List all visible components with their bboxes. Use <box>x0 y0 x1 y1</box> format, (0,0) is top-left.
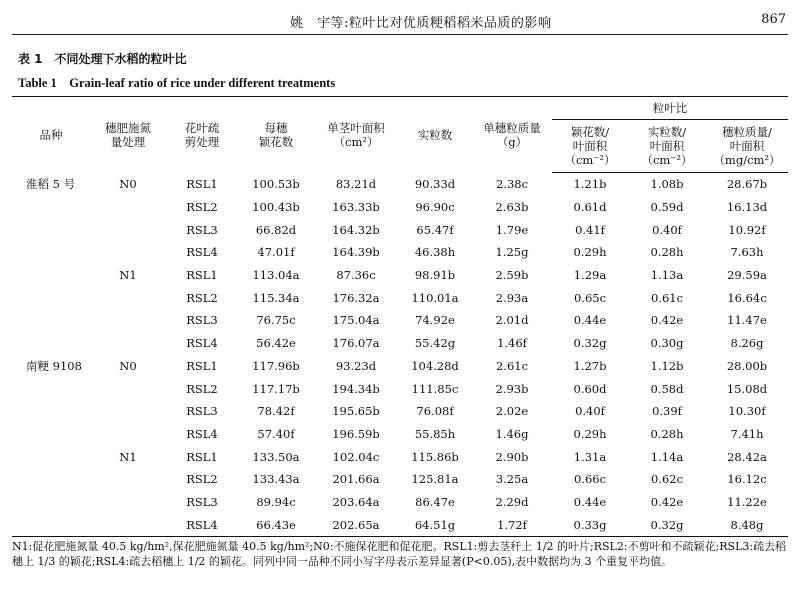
table-caption-zh: 表 1 不同处理下水稻的粒叶比 <box>18 52 187 66</box>
table-cell: 55.85h <box>414 426 456 441</box>
table-cell: 111.85c <box>411 381 459 396</box>
col-header: 每穗 颖花数 <box>238 97 314 173</box>
table-cell: 89.94c <box>256 494 296 509</box>
table-cell <box>12 400 90 423</box>
grain-leaf-ratio-table <box>12 96 788 537</box>
table-cell <box>12 309 90 332</box>
table-cell: 15.08d <box>726 381 768 396</box>
table-cell: 1.79e <box>495 222 529 237</box>
table-cell: 1.21b <box>573 177 607 192</box>
table-cell: 0.32g <box>628 513 706 536</box>
table-cell: 47.01f <box>257 245 295 260</box>
group-header: 粒叶比 <box>552 97 788 120</box>
col-header: 花叶疏 剪处理 <box>166 97 238 173</box>
table-cell: 0.65c <box>573 290 607 305</box>
table-cell: 133.50a <box>252 449 300 464</box>
table-cell: 0.39f <box>652 404 682 419</box>
table-cell: 64.51g <box>398 513 472 536</box>
table-cell: 164.32b <box>332 222 380 237</box>
table-cell: 0.61c <box>650 290 684 305</box>
table-cell: RSL3 <box>186 494 218 509</box>
table-cell: 87.36c <box>336 268 376 283</box>
table-cell: RSL3 <box>186 313 218 328</box>
table-cell: RSL1 <box>186 358 218 373</box>
table-cell: 202.65a <box>314 513 398 536</box>
table-cell: 0.30g <box>650 336 684 351</box>
table-cell <box>90 196 166 219</box>
col-header: 颖花数/ 叶面积 （cm⁻²） <box>552 120 628 173</box>
table-cell <box>12 332 90 355</box>
table-cell: 0.28h <box>650 245 684 260</box>
table-cell: RSL4 <box>186 336 218 351</box>
running-header <box>0 10 800 32</box>
table-cell: 203.64a <box>332 494 380 509</box>
table-row <box>12 332 788 355</box>
table-cell: 201.66a <box>332 472 380 487</box>
table-row <box>12 491 788 514</box>
table-cell: 176.32a <box>332 290 380 305</box>
col-header: 品种 <box>12 97 90 173</box>
table-cell: 1.12b <box>650 358 684 373</box>
table-cell: 2.01d <box>495 313 529 328</box>
table-row <box>12 241 788 264</box>
table-cell: 8.26g <box>730 336 764 351</box>
table-cell: 66.43e <box>238 513 314 536</box>
table-cell: 8.48g <box>706 513 788 536</box>
table-row <box>12 513 788 536</box>
table-cell: 16.13d <box>726 200 768 215</box>
table-cell: RSL4 <box>186 245 218 260</box>
table-cell: 133.43a <box>252 472 300 487</box>
table-cell: 2.38c <box>495 177 529 192</box>
table-cell: 1.14a <box>650 449 684 464</box>
table-cell <box>90 218 166 241</box>
table-cell: 1.46f <box>497 336 527 351</box>
table-cell: 113.04a <box>252 268 300 283</box>
table-cell: 117.17b <box>252 381 300 396</box>
table-cell <box>12 491 90 514</box>
table-cell: 194.34b <box>332 381 380 396</box>
table-cell: RSL4 <box>186 426 218 441</box>
table-cell: 10.92f <box>728 222 766 237</box>
table-row <box>12 286 788 309</box>
table-cell <box>12 241 90 264</box>
table-cell: 98.91b <box>414 268 456 283</box>
table-row <box>12 355 788 378</box>
table-cell: 0.41f <box>575 222 605 237</box>
table-cell: 11.47e <box>727 313 767 328</box>
table-cell <box>12 286 90 309</box>
table-cell: 76.08f <box>416 404 454 419</box>
table-cell: RSL3 <box>186 404 218 419</box>
table-cell: 0.62c <box>650 472 684 487</box>
table-cell <box>90 400 166 423</box>
table-cell: 1.31a <box>573 449 607 464</box>
table-cell <box>12 423 90 446</box>
table-cell: 46.38h <box>414 245 456 260</box>
header-rule <box>12 34 788 35</box>
table-cell: N1 <box>119 268 137 283</box>
table-cell: 78.42f <box>257 404 295 419</box>
table-row <box>12 264 788 287</box>
table-row <box>12 218 788 241</box>
table-cell: 10.30f <box>728 404 766 419</box>
table-cell: 0.42e <box>650 313 684 328</box>
table-cell: 0.44e <box>573 313 607 328</box>
col-header: 单穗粒质量 （g） <box>472 97 552 173</box>
table-cell <box>90 332 166 355</box>
table-cell: RSL2 <box>186 200 218 215</box>
table-cell: 2.63b <box>495 200 529 215</box>
table-cell: 195.65b <box>332 404 380 419</box>
col-header: 穗肥施氮 量处理 <box>90 97 166 173</box>
table-row <box>12 423 788 446</box>
table-cell: 90.33d <box>414 177 456 192</box>
table-cell: N0 <box>119 358 137 373</box>
table-cell: 28.00b <box>726 358 768 373</box>
table-cell: 1.13a <box>650 268 684 283</box>
table-cell: 93.23d <box>335 358 377 373</box>
table-cell <box>12 513 90 536</box>
table-cell: 7.63h <box>730 245 764 260</box>
table-row <box>12 196 788 219</box>
table-cell: 3.25a <box>495 472 529 487</box>
table-cell: 1.25g <box>495 245 529 260</box>
table-cell: 0.60d <box>573 381 607 396</box>
table-cell: 0.32g <box>573 336 607 351</box>
col-header: 实粒数 <box>398 97 472 173</box>
table-cell: 2.59b <box>495 268 529 283</box>
table-cell: 1.27b <box>573 358 607 373</box>
table-cell: 2.93a <box>495 290 529 305</box>
table-cell: 0.59d <box>650 200 684 215</box>
table-cell: RSL2 <box>186 472 218 487</box>
table-cell: 0.33g <box>552 513 628 536</box>
table-cell <box>90 513 166 536</box>
table-footnote: N1:促花肥施氮量 40.5 kg/hm²,保花肥施氮量 40.5 kg/hm²;N0:不施保花肥和促花肥。RSL1:剪去茎秆上 1/2 的叶片;RSL2:不剪叶和不疏颖花;RSL3:疏去稻穗上 1/3 的颖花;RSL4:疏去稻穗上 1/2 的颖花。同列中同一品种不同小写字母表示差异显著(P<0.05),表中数据均为 3 个重复平均值。 <box>12 540 787 568</box>
table-cell: 100.53b <box>252 177 300 192</box>
table-cell: 2.90b <box>495 449 529 464</box>
table-row <box>12 173 788 196</box>
table-row <box>12 468 788 491</box>
table-cell: 125.81a <box>411 472 459 487</box>
table-cell: RSL1 <box>186 268 218 283</box>
table-cell: 76.75c <box>256 313 296 328</box>
table-cell: N1 <box>119 449 137 464</box>
table-cell <box>90 309 166 332</box>
table-cell: 74.92e <box>415 313 455 328</box>
table-row <box>12 445 788 468</box>
table-cell: 1.29a <box>573 268 607 283</box>
table-cell: 55.42g <box>414 336 456 351</box>
table-cell: RSL2 <box>186 290 218 305</box>
table-cell: 2.02e <box>495 404 529 419</box>
table-cell: 1.46g <box>495 426 529 441</box>
col-header: 实粒数/ 叶面积 （cm⁻²） <box>628 120 706 173</box>
table-cell: 83.21d <box>335 177 377 192</box>
table-cell: 57.40f <box>257 426 295 441</box>
table-cell <box>90 468 166 491</box>
table-body <box>12 173 788 537</box>
table-cell <box>90 377 166 400</box>
table-cell: 16.64c <box>727 290 767 305</box>
table-cell <box>90 286 166 309</box>
table-cell: RSL1 <box>186 449 218 464</box>
table-cell: 102.04c <box>332 449 380 464</box>
table-cell: 0.40f <box>652 222 682 237</box>
table-cell <box>12 445 90 468</box>
table-cell: 110.01a <box>411 290 459 305</box>
table-cell: 117.96b <box>252 358 300 373</box>
table-cell: 104.28d <box>411 358 459 373</box>
table-cell <box>90 491 166 514</box>
table-cell: 淮稻 5 号 <box>26 177 76 192</box>
table-cell: 16.12c <box>727 472 767 487</box>
table-cell: 0.58d <box>650 381 684 396</box>
table-cell: 176.07a <box>332 336 380 351</box>
table-cell: 2.93b <box>495 381 529 396</box>
table-cell: 29.59a <box>727 268 767 283</box>
table-cell: 164.39b <box>332 245 380 260</box>
col-header: 穗粒质量/ 叶面积 （mg/cm²） <box>706 120 788 173</box>
table-cell: 86.47e <box>415 494 455 509</box>
table-cell: 28.67b <box>726 177 768 192</box>
table-cell: 1.72f <box>472 513 552 536</box>
table-cell: 11.22e <box>727 494 767 509</box>
page-number: 867 <box>761 12 786 27</box>
table-cell: RSL3 <box>186 222 218 237</box>
table-row <box>12 377 788 400</box>
table-cell: 0.42e <box>650 494 684 509</box>
table-cell <box>12 218 90 241</box>
table-cell <box>12 196 90 219</box>
table-cell <box>12 377 90 400</box>
table-cell: 196.59b <box>332 426 380 441</box>
table-cell: 28.42a <box>727 449 767 464</box>
table-cell: RSL1 <box>186 177 218 192</box>
table-cell: 163.33b <box>332 200 380 215</box>
table-cell <box>12 468 90 491</box>
table-cell: N0 <box>119 177 137 192</box>
table-cell: 96.90c <box>415 200 455 215</box>
table-cell: 175.04a <box>332 313 380 328</box>
table-cell: 100.43b <box>252 200 300 215</box>
table-cell: 0.66c <box>573 472 607 487</box>
table-cell: 2.61c <box>495 358 529 373</box>
table-cell: RSL2 <box>186 381 218 396</box>
col-header: 单茎叶面积 （cm²） <box>314 97 398 173</box>
running-title: 姚 宇等:粒叶比对优质粳稻稻米品质的影响 <box>290 16 552 31</box>
table-cell <box>12 264 90 287</box>
table-row <box>12 309 788 332</box>
table-cell: 0.28h <box>650 426 684 441</box>
table-cell: RSL4 <box>166 513 238 536</box>
table-cell: 56.42e <box>256 336 296 351</box>
table-cell: 0.29h <box>573 426 607 441</box>
table-cell: 0.44e <box>573 494 607 509</box>
table-cell: 65.47f <box>416 222 454 237</box>
table-cell: 66.82d <box>255 222 297 237</box>
table-cell: 0.61d <box>573 200 607 215</box>
table-cell: 115.86b <box>411 449 459 464</box>
table-cell: 0.40f <box>575 404 605 419</box>
table-cell: 115.34a <box>252 290 300 305</box>
table-cell: 7.41h <box>730 426 764 441</box>
table-caption-en: Table 1 Grain-leaf ratio of rice under different treatments <box>18 76 336 90</box>
table-cell: 0.29h <box>573 245 607 260</box>
table-cell: 2.29d <box>495 494 529 509</box>
table-cell: 南粳 9108 <box>26 358 82 373</box>
table-cell <box>90 241 166 264</box>
table-row <box>12 400 788 423</box>
table-cell: 1.08b <box>650 177 684 192</box>
table-cell <box>90 423 166 446</box>
